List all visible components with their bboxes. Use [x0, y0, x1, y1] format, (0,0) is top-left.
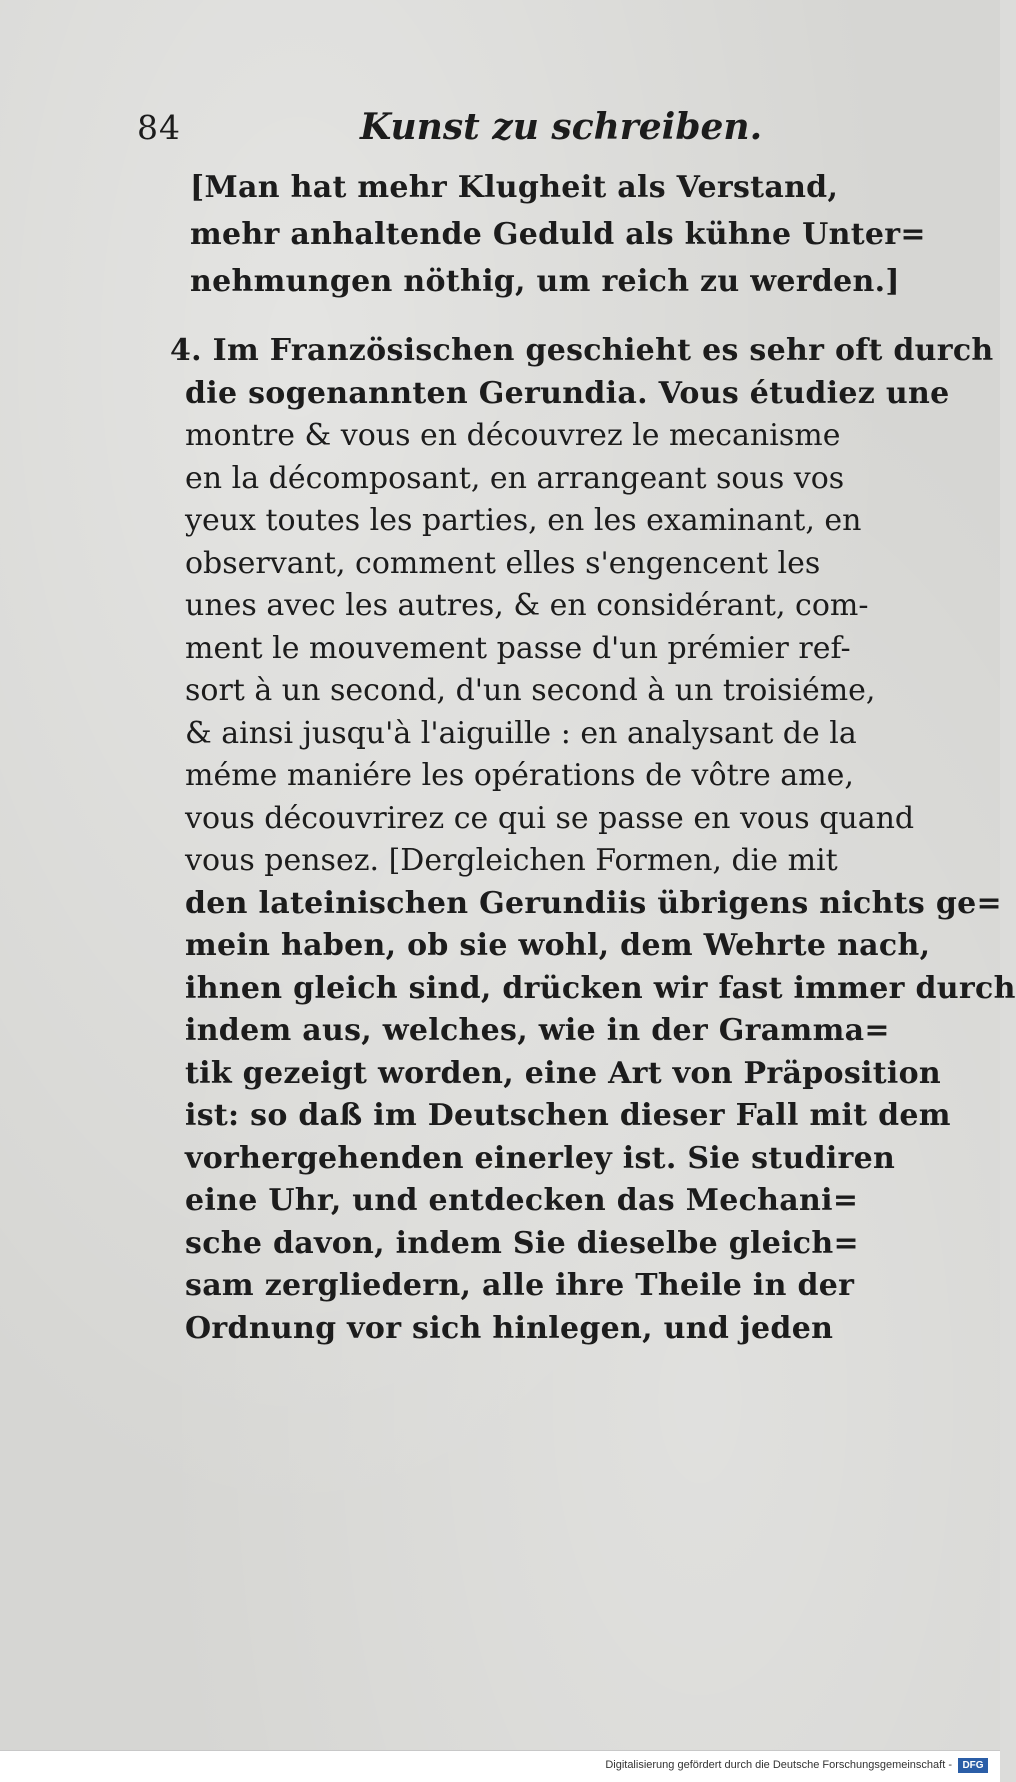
footer-credit: Digitalisierung gefördert durch die Deutsche Forschungsgemeinschaft - [605, 1759, 952, 1771]
text-line: vous pensez. [Dergleichen Formen, die mit [185, 843, 838, 878]
text-line: indem aus, welches, wie in der Gramma= [185, 1013, 890, 1048]
page-number: 84 [137, 108, 181, 147]
text-line: den lateinischen Gerundiis übrigens nichts ge= [185, 885, 1002, 921]
text-line: ist: so daß im Deutschen dieser Fall mit dem [185, 1098, 951, 1133]
text-line: ment le mouvement passe d'un prémier ref- [185, 630, 851, 666]
text-line: & ainsi jusqu'à l'aiguille : en analysant de la [185, 715, 857, 751]
text-line: vorhergehenden einerley ist. Sie studiren [185, 1140, 896, 1176]
text-line: eine Uhr, und entdecken das Mechani= [185, 1183, 859, 1218]
text-line: sort à un second, d'un second à un troisiéme, [185, 673, 876, 708]
text-line: en la décomposant, en arrangeant sous vos [185, 460, 845, 496]
text-line: sam zergliedern, alle ihre Theile in der [185, 1268, 855, 1303]
text-line: Ordnung vor sich hinlegen, und jeden [185, 1310, 834, 1346]
text-line: mein haben, ob sie wohl, dem Wehrte nach, [185, 928, 931, 963]
text-line: die sogenannten Gerundia. Vous étudiez une [185, 375, 950, 411]
text-line: [Man hat mehr Klugheit als Verstand, [190, 170, 839, 205]
page-header [0, 108, 1000, 158]
text-line: yeux toutes les parties, en les examinant, en [185, 503, 862, 538]
text-line: méme maniére les opérations de vôtre ame, [185, 758, 854, 793]
text-line: vous découvrirez ce qui se passe en vous quand [185, 800, 915, 836]
running-title: Kunst zu schreiben. [360, 106, 763, 148]
text-line: tik gezeigt worden, eine Art von Präposition [185, 1055, 942, 1091]
dfg-logo: DFG [958, 1758, 988, 1773]
footer-bar [0, 1750, 1000, 1782]
text-line: observant, comment elles s'engencent les [185, 545, 821, 581]
text-line: mehr anhaltende Geduld als kühne Unter= [190, 217, 926, 252]
text-line: nehmungen nöthig, um reich zu werden.] [190, 264, 900, 299]
text-line: 4. Im Französischen geschieht es sehr oft durch [170, 333, 994, 368]
text-line: sche davon, indem Sie dieselbe gleich= [185, 1225, 859, 1261]
text-line: montre & vous en découvrez le mecanisme [185, 418, 841, 453]
text-line: ihnen gleich sind, drücken wir fast immer durch [185, 970, 1016, 1006]
text-line: unes avec les autres, & en considérant, com- [185, 588, 869, 623]
